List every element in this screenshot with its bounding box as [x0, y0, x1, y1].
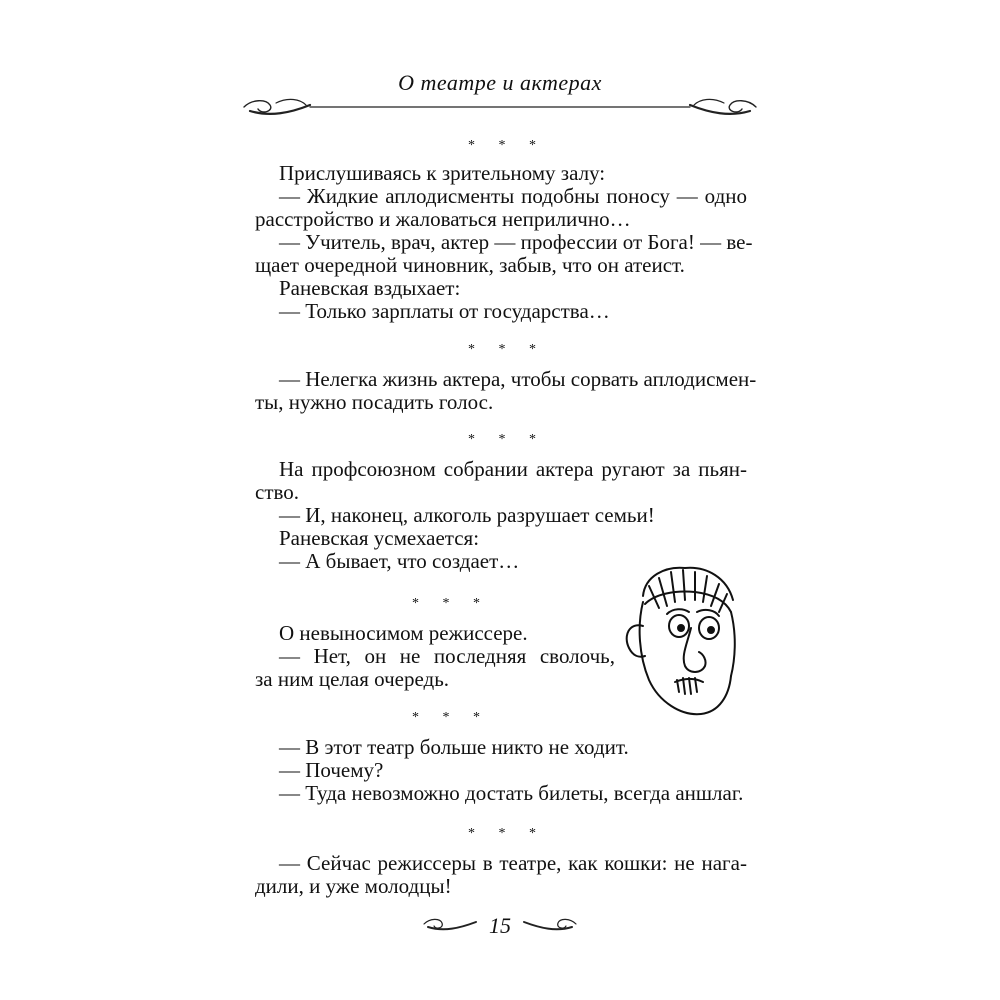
text-line: — Туда невозможно достать билеты, всегда аншлаг.	[279, 781, 744, 805]
section-separator: * * *	[468, 826, 546, 841]
section-separator: * * *	[468, 342, 546, 357]
text-line: Раневская усмехается:	[279, 526, 480, 550]
caricature-face-illustration	[615, 556, 745, 726]
text-line: О невыносимом режиссере.	[279, 621, 528, 645]
text-line: за ним целая очередь.	[255, 667, 450, 691]
section-separator: * * *	[412, 596, 490, 611]
section-separator: * * *	[468, 138, 546, 153]
text-line: — А бывает, что создает…	[279, 549, 520, 573]
text-line: — В этот театр больше никто не ходит.	[279, 735, 629, 759]
page-number: 15	[489, 913, 511, 938]
text-line: Раневская вздыхает:	[279, 276, 461, 300]
section-6	[255, 852, 747, 898]
text-line: — Учитель, врач, актер — профессии от Бога! — ве-	[279, 230, 753, 254]
text-line: ты, нужно посадить голос.	[255, 390, 494, 414]
running-header-title: О театре и актерах	[398, 70, 602, 95]
section-separator: * * *	[412, 710, 490, 725]
text-line: дили, и уже молодцы!	[255, 874, 452, 898]
text-line: ство.	[255, 480, 300, 504]
text-line: — Сейчас режиссеры в театре, как кошки: не нага-	[279, 851, 747, 875]
text-line: На профсоюзном собрании актера ругают за пьян-	[279, 457, 747, 481]
text-line: — И, наконец, алкоголь разрушает семьи!	[279, 503, 655, 527]
section-2	[255, 367, 757, 414]
header-ornament-rule	[240, 93, 760, 123]
section-separator: * * *	[468, 432, 546, 447]
section-4	[255, 622, 615, 691]
text-line: — Только зарплаты от государства…	[279, 299, 610, 323]
section-5	[255, 736, 747, 805]
text-line: расстройство и жаловаться неприлично…	[255, 207, 631, 231]
text-line: — Почему?	[279, 758, 384, 782]
text-line: — Нелегка жизнь актера, чтобы сорвать аплодисмен-	[279, 367, 757, 391]
text-line: щает очередной чиновник, забыв, что он атеист.	[255, 253, 685, 277]
section-1	[255, 161, 753, 323]
text-line: — Жидкие аплодисменты подобны поносу — одно	[279, 184, 747, 208]
text-line: — Нет, он не последняя сволочь,	[279, 644, 615, 668]
text-line: Прислушиваясь к зрительному залу:	[279, 161, 606, 185]
